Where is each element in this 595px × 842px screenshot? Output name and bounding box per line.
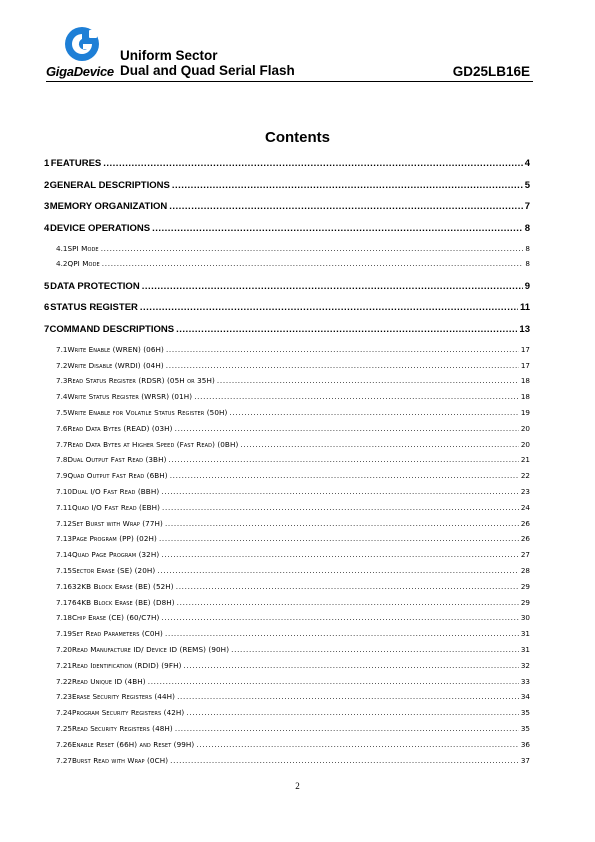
document-title xyxy=(120,48,295,78)
toc-entry-page: 26 xyxy=(520,518,530,528)
toc-entry[interactable] xyxy=(44,392,530,401)
toc-entry[interactable] xyxy=(44,455,530,464)
toc-entry-page: 35 xyxy=(520,708,530,718)
toc-dot-leader xyxy=(170,756,519,765)
toc-entry-page: 34 xyxy=(520,692,530,702)
toc-entry-number: 7.5 xyxy=(56,408,68,417)
toc-entry-page: 26 xyxy=(520,534,530,544)
toc-entry-page: 7 xyxy=(524,201,530,212)
toc-entry-page: 36 xyxy=(520,739,530,749)
toc-entry-number: 2 xyxy=(44,179,50,191)
toc-entry-title: Dual I/O Fast Read (BBH) xyxy=(72,487,160,496)
toc-entry[interactable] xyxy=(44,645,530,654)
toc-entry-number: 4.2 xyxy=(56,259,68,269)
toc-dot-leader xyxy=(165,629,519,638)
toc-entry-number: 7.26 xyxy=(56,739,73,749)
toc-entry-number: 7.20 xyxy=(56,645,73,654)
brand-name: GigaDevice xyxy=(46,64,114,79)
toc-entry-title: Read Identification (RDID) (9FH) xyxy=(72,660,182,670)
toc-entry-page: 9 xyxy=(524,280,530,292)
toc-entry-page: 20 xyxy=(520,423,530,433)
toc-entry-page: 31 xyxy=(520,645,530,654)
toc-entry-title: 64KB Block Erase (BE) (D8H) xyxy=(72,597,175,607)
contents-heading: Contents xyxy=(265,129,330,146)
toc-entry-title: STATUS REGISTER xyxy=(50,302,138,314)
toc-entry-title: Dual Output Fast Read (3BH) xyxy=(67,455,167,465)
toc-entry[interactable] xyxy=(44,550,530,559)
toc-entry[interactable] xyxy=(44,361,530,370)
toc-entry-page: 35 xyxy=(520,724,530,733)
page-header xyxy=(46,26,533,80)
toc-entry[interactable] xyxy=(44,487,530,496)
toc-entry-number: 6 xyxy=(44,302,50,314)
toc-entry-number: 7.2 xyxy=(56,360,68,370)
toc-dot-leader xyxy=(161,487,519,496)
toc-entry[interactable] xyxy=(44,756,530,765)
toc-entry-title: Program Security Registers (42H) xyxy=(72,708,185,718)
toc-entry-page: 30 xyxy=(520,613,530,623)
toc-entry-page: 18 xyxy=(520,392,530,402)
toc-entry-title: COMMAND DESCRIPTIONS xyxy=(49,323,175,335)
toc-entry-number: 7.16 xyxy=(56,581,73,591)
toc-entry[interactable] xyxy=(44,471,530,480)
toc-dot-leader xyxy=(240,440,518,449)
toc-entry-page: 29 xyxy=(520,581,530,591)
toc-entry[interactable] xyxy=(44,158,530,169)
document-title-line-1: Uniform Sector xyxy=(120,48,218,63)
toc-entry-page: 27 xyxy=(520,550,530,560)
toc-entry[interactable] xyxy=(44,566,530,575)
header-divider xyxy=(46,81,533,82)
toc-entry-page: 8 xyxy=(524,222,530,234)
toc-entry-title: Quad Output Fast Read (6BH) xyxy=(67,471,168,481)
toc-entry[interactable] xyxy=(44,629,530,638)
toc-entry[interactable] xyxy=(44,519,530,528)
toc-entry-number: 7.25 xyxy=(56,724,73,733)
toc-entry[interactable] xyxy=(44,302,530,313)
toc-entry[interactable] xyxy=(44,281,530,292)
toc-dot-leader xyxy=(159,534,519,543)
toc-entry-page: 11 xyxy=(519,302,530,314)
toc-entry-title: Set Read Parameters (C0H) xyxy=(72,629,163,639)
toc-dot-leader xyxy=(176,582,519,591)
toc-entry-number: 7.15 xyxy=(56,566,73,575)
toc-dot-leader xyxy=(175,424,519,433)
toc-entry-page: 5 xyxy=(524,179,530,191)
toc-entry-title: Read Security Registers (48H) xyxy=(72,724,173,733)
toc-entry[interactable] xyxy=(44,376,530,385)
toc-entry-number: 5 xyxy=(44,280,50,292)
toc-entry[interactable] xyxy=(44,223,530,234)
toc-entry[interactable] xyxy=(44,408,530,417)
toc-entry-title: 32KB Block Erase (BE) (52H) xyxy=(72,581,174,591)
toc-entry-page: 22 xyxy=(520,471,530,481)
toc-entry[interactable] xyxy=(44,677,530,686)
toc-entry-number: 7.13 xyxy=(56,534,73,544)
toc-dot-leader xyxy=(217,376,519,385)
toc-dot-leader xyxy=(148,677,519,686)
toc-dot-leader xyxy=(166,345,519,354)
toc-entry-number: 7.17 xyxy=(56,597,73,607)
toc-entry[interactable] xyxy=(44,440,530,449)
toc-dot-leader xyxy=(166,361,519,370)
toc-dot-leader xyxy=(101,244,524,253)
toc-entry[interactable] xyxy=(44,324,530,335)
toc-entry-number: 7.23 xyxy=(56,692,73,702)
toc-entry-title: Read Status Register (RDSR) (05H or 35H) xyxy=(67,376,215,386)
toc-dot-leader xyxy=(169,455,519,464)
toc-entry-number: 4 xyxy=(44,222,50,234)
toc-entry-page: 29 xyxy=(520,597,530,607)
toc-entry-number: 7.12 xyxy=(56,518,73,528)
toc-dot-leader xyxy=(176,324,517,335)
toc-entry-page: 31 xyxy=(520,629,530,639)
document-title-line-2: Dual and Quad Serial Flash xyxy=(120,63,295,78)
toc-entry-number: 7.8 xyxy=(56,455,68,465)
toc-dot-leader xyxy=(140,302,518,313)
toc-entry-page: 24 xyxy=(520,502,530,512)
toc-entry-title: SPI Mode xyxy=(67,243,99,253)
toc-entry-page: 18 xyxy=(520,376,530,386)
toc-dot-leader xyxy=(142,281,523,292)
toc-entry-title: Chip Erase (CE) (60/C7H) xyxy=(72,613,160,623)
toc-entry-page: 13 xyxy=(519,323,530,335)
toc-dot-leader xyxy=(183,661,518,670)
toc-entry-title: Write Enable (WREN) (06H) xyxy=(67,344,164,354)
toc-entry-title: Read Data Bytes at Higher Speed (Fast Read) (0BH) xyxy=(67,439,239,449)
toc-entry[interactable] xyxy=(44,661,530,670)
toc-dot-leader xyxy=(152,223,523,234)
toc-entry-number: 7.7 xyxy=(56,439,68,449)
toc-entry-page: 8 xyxy=(525,259,530,269)
toc-entry-number: 7.18 xyxy=(56,613,73,623)
toc-entry-page: 28 xyxy=(520,566,530,575)
toc-entry[interactable] xyxy=(44,180,530,191)
toc-entry-title: DATA PROTECTION xyxy=(50,280,140,292)
toc-entry-page: 17 xyxy=(520,344,530,354)
gigadevice-logo-icon xyxy=(65,26,101,64)
toc-dot-leader xyxy=(175,724,519,733)
toc-entry-number: 7.1 xyxy=(56,344,68,354)
toc-entry-title: Write Enable for Volatile Status Register (50H) xyxy=(67,408,228,417)
toc-entry-title: Quad I/O Fast Read (EBH) xyxy=(72,502,161,512)
toc-entry-number: 4.1 xyxy=(56,243,68,253)
toc-entry-number: 7.9 xyxy=(56,471,68,481)
toc-entry-title: FEATURES xyxy=(50,158,102,169)
toc-dot-leader xyxy=(161,550,519,559)
toc-dot-leader xyxy=(186,708,519,717)
toc-dot-leader xyxy=(229,408,518,417)
toc-entry-title: MEMORY ORGANIZATION xyxy=(49,201,168,212)
toc-dot-leader xyxy=(102,259,524,268)
toc-entry-number: 7 xyxy=(44,323,50,335)
toc-dot-leader xyxy=(196,740,519,749)
toc-dot-leader xyxy=(162,503,519,512)
toc-entry-number: 7.21 xyxy=(56,660,73,670)
toc-entry-title: Enable Reset (66H) and Reset (99H) xyxy=(72,739,195,749)
toc-entry-number: 7.6 xyxy=(56,423,68,433)
toc-entry[interactable] xyxy=(44,598,530,607)
toc-entry-title: Burst Read with Wrap (0CH) xyxy=(72,755,169,765)
toc-entry-number: 7.14 xyxy=(56,550,73,560)
toc-entry-page: 17 xyxy=(520,360,530,370)
toc-dot-leader xyxy=(177,692,519,701)
toc-dot-leader xyxy=(157,566,519,575)
toc-entry-title: Quad Page Program (32H) xyxy=(72,550,160,560)
part-number: GD25LB16E xyxy=(452,64,530,79)
toc-entry[interactable] xyxy=(44,613,530,622)
toc-dot-leader xyxy=(169,201,522,212)
toc-entry-page: 33 xyxy=(520,676,530,686)
toc-entry-number: 3 xyxy=(44,201,50,212)
toc-entry-title: Page Program (PP) (02H) xyxy=(72,534,157,544)
toc-entry-title: Write Status Register (WRSR) (01H) xyxy=(67,392,193,402)
toc-entry-number: 7.19 xyxy=(56,629,73,639)
toc-entry-title: Erase Security Registers (44H) xyxy=(72,692,176,702)
toc-entry-page: 37 xyxy=(520,755,530,765)
toc-entry[interactable] xyxy=(44,582,530,591)
toc-entry-title: Read Unique ID (4BH) xyxy=(72,676,146,686)
toc-entry-page: 23 xyxy=(520,487,530,496)
toc-entry-page: 21 xyxy=(520,455,530,465)
toc-entry-page: 4 xyxy=(524,158,530,169)
toc-entry-title: GENERAL DESCRIPTIONS xyxy=(49,179,170,191)
toc-entry[interactable] xyxy=(44,503,530,512)
toc-entry[interactable] xyxy=(44,259,530,268)
toc-entry-title: Write Disable (WRDI) (04H) xyxy=(67,360,164,370)
toc-entry-page: 19 xyxy=(520,408,530,417)
toc-entry[interactable] xyxy=(44,244,530,253)
toc-entry[interactable] xyxy=(44,345,530,354)
toc-entry[interactable] xyxy=(44,724,530,733)
toc-entry-number: 1 xyxy=(44,158,50,169)
toc-entry-number: 7.4 xyxy=(56,392,68,402)
toc-dot-leader xyxy=(165,519,519,528)
page-number: 2 xyxy=(295,781,300,791)
toc-dot-leader xyxy=(194,392,519,401)
toc-entry-number: 7.24 xyxy=(56,708,73,718)
toc-entry-number: 7.11 xyxy=(56,502,73,512)
toc-entry[interactable] xyxy=(44,692,530,701)
toc-entry-page: 8 xyxy=(525,243,530,253)
toc-entry[interactable] xyxy=(44,424,530,433)
toc-entry-title: QPI Mode xyxy=(67,259,100,269)
toc-entry-title: DEVICE OPERATIONS xyxy=(49,222,151,234)
toc-dot-leader xyxy=(161,613,518,622)
toc-entry-title: Read Manufacture ID/ Device ID (REMS) (90H) xyxy=(72,645,230,654)
toc-entry[interactable] xyxy=(44,740,530,749)
toc-entry[interactable] xyxy=(44,201,530,212)
toc-entry-page: 32 xyxy=(520,660,530,670)
toc-entry-page: 20 xyxy=(520,439,530,449)
toc-dot-leader xyxy=(172,180,523,191)
toc-entry-number: 7.27 xyxy=(56,755,73,765)
toc-dot-leader xyxy=(231,645,519,654)
toc-dot-leader xyxy=(177,598,519,607)
toc-entry[interactable] xyxy=(44,534,530,543)
toc-entry-number: 7.22 xyxy=(56,676,73,686)
toc-entry-title: Sector Erase (SE) (20H) xyxy=(72,566,156,575)
toc-entry-number: 7.3 xyxy=(56,376,68,386)
toc-entry[interactable] xyxy=(44,708,530,717)
gigadevice-logo xyxy=(46,26,126,80)
toc-dot-leader xyxy=(170,471,519,480)
toc-dot-leader xyxy=(103,158,522,169)
toc-entry-number: 7.10 xyxy=(56,487,73,496)
toc-entry-title: Set Burst with Wrap (77H) xyxy=(72,518,163,528)
toc-entry-title: Read Data Bytes (READ) (03H) xyxy=(67,423,173,433)
